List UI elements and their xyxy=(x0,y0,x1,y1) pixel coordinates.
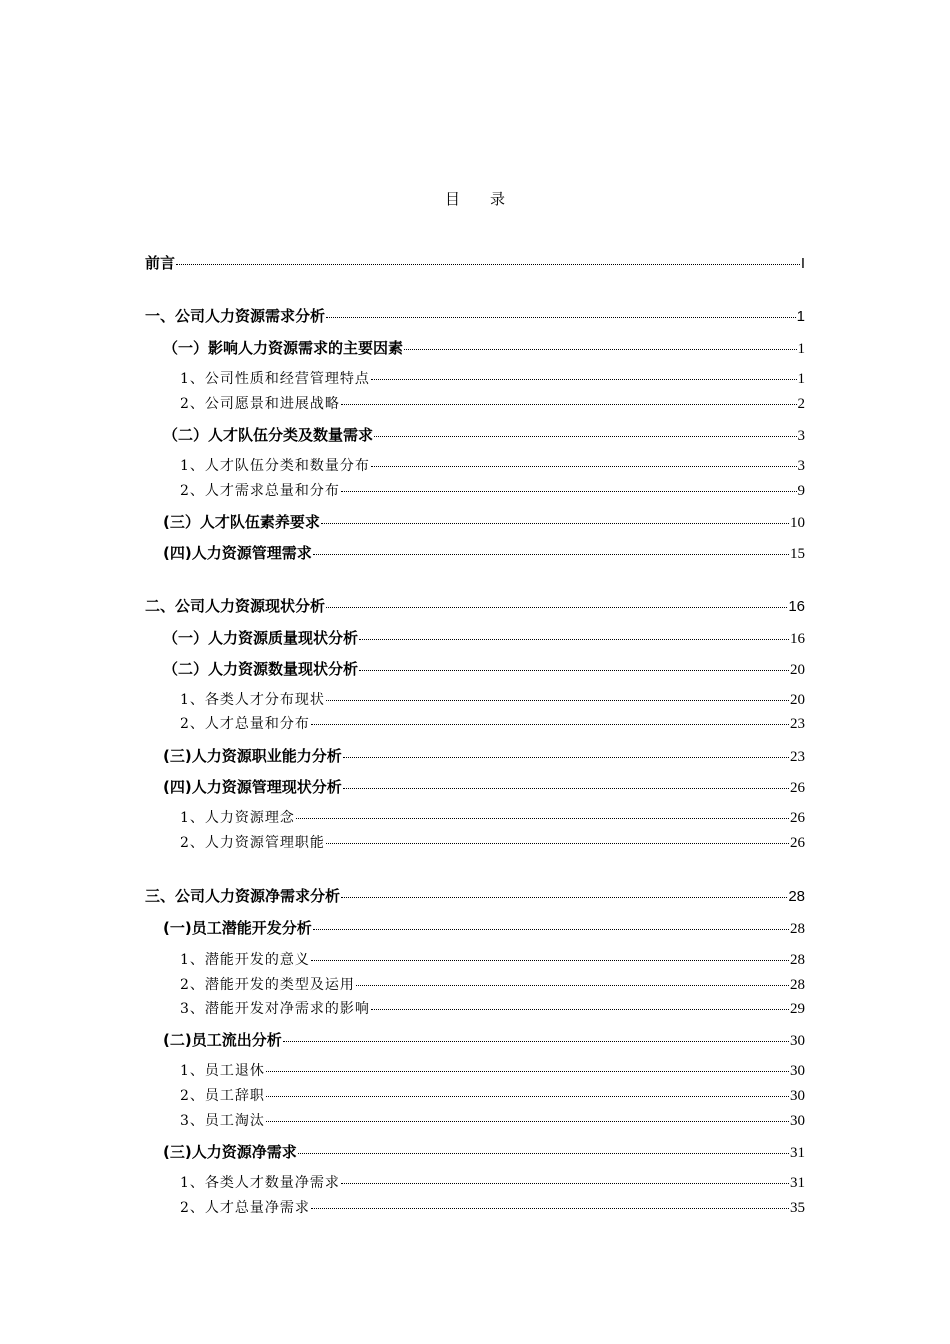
toc-entry[interactable] xyxy=(163,745,805,766)
toc-entry-label: 二、公司人力资源现状分析 xyxy=(145,597,326,615)
toc-entry-label: 前言 xyxy=(145,254,176,272)
toc-entry[interactable] xyxy=(180,1197,805,1217)
dot-leader xyxy=(371,466,797,467)
toc-page-number: 10 xyxy=(790,515,805,531)
toc-page-number: 30 xyxy=(790,1113,805,1129)
toc-page-number: 20 xyxy=(790,692,805,708)
toc-page-number: 35 xyxy=(790,1200,805,1216)
toc-entry[interactable] xyxy=(163,917,805,938)
dot-leader xyxy=(374,436,796,437)
dot-leader xyxy=(359,639,789,640)
toc-entry[interactable] xyxy=(145,252,805,273)
toc-entry[interactable] xyxy=(180,393,805,413)
dot-leader xyxy=(298,1153,789,1154)
dot-leader xyxy=(266,1096,789,1097)
toc-entry-label: (三)人力资源职业能力分析 xyxy=(163,747,342,765)
toc-entry-label: （一）影响人力资源需求的主要因素 xyxy=(163,339,404,357)
toc-entry[interactable] xyxy=(163,337,805,358)
toc-entry-label: (四)人力资源管理需求 xyxy=(163,544,312,562)
toc-entry-label: (三）人才队伍素养要求 xyxy=(163,513,320,531)
dot-leader xyxy=(371,379,797,380)
toc-page-number: 16 xyxy=(788,598,805,615)
dot-leader xyxy=(404,349,796,350)
toc-page-number: 3 xyxy=(797,428,805,444)
toc-entry-label: 3、潜能开发对净需求的影响 xyxy=(180,1001,370,1017)
toc-entry-label: 1、员工退休 xyxy=(180,1063,265,1079)
toc-entry[interactable] xyxy=(180,480,805,500)
toc-page-number: 20 xyxy=(790,662,805,678)
dot-leader xyxy=(321,523,789,524)
toc-entry[interactable] xyxy=(180,998,805,1018)
toc-entry-label: 三、公司人力资源净需求分析 xyxy=(145,887,341,905)
dot-leader xyxy=(326,317,796,318)
toc-entry-label: (四)人力资源管理现状分析 xyxy=(163,778,342,796)
toc-entry-label: 一、公司人力资源需求分析 xyxy=(145,307,326,325)
dot-leader xyxy=(343,757,789,758)
dot-leader xyxy=(176,264,800,265)
toc-page-number: 1 xyxy=(797,371,805,387)
toc-entry-label: 2、潜能开发的类型及运用 xyxy=(180,977,355,993)
toc-entry-label: 1、公司性质和经营管理特点 xyxy=(180,371,370,387)
toc-page-number: 26 xyxy=(790,835,805,851)
toc-page-number: 28 xyxy=(790,952,805,968)
dot-leader xyxy=(359,670,789,671)
toc-page-number: 26 xyxy=(790,810,805,826)
toc-entry-label: （二）人才队伍分类及数量需求 xyxy=(163,426,374,444)
toc-entry[interactable] xyxy=(163,1141,805,1162)
toc-entry-label: (二)员工流出分析 xyxy=(163,1031,282,1049)
toc-entry-label: (一)员工潜能开发分析 xyxy=(163,919,312,937)
toc-page-number: 28 xyxy=(790,977,805,993)
toc-entry-label: 1、各类人才数量净需求 xyxy=(180,1175,340,1191)
toc-page-number: 31 xyxy=(790,1145,805,1161)
toc-entry[interactable] xyxy=(163,658,805,679)
toc-entry-label: （二）人力资源数量现状分析 xyxy=(163,660,359,678)
toc-entry[interactable] xyxy=(180,949,805,969)
dot-leader xyxy=(283,1041,789,1042)
toc-entry[interactable] xyxy=(180,713,805,733)
toc-page-number: I xyxy=(800,255,805,272)
toc-page-number: 28 xyxy=(790,921,805,937)
toc-entry[interactable] xyxy=(163,542,805,563)
toc-page-number: 2 xyxy=(797,396,805,412)
dot-leader xyxy=(296,818,789,819)
toc-entry[interactable] xyxy=(145,885,805,906)
dot-leader xyxy=(343,788,789,789)
toc-entry-label: 1、潜能开发的意义 xyxy=(180,952,310,968)
dot-leader xyxy=(311,1208,789,1209)
toc-entry[interactable] xyxy=(163,627,805,648)
toc-page-number: 29 xyxy=(790,1001,805,1017)
toc-entry-label: 2、人才需求总量和分布 xyxy=(180,483,340,499)
toc-entry[interactable] xyxy=(163,1029,805,1050)
toc-entry[interactable] xyxy=(180,832,805,852)
dot-leader xyxy=(341,491,797,492)
dot-leader xyxy=(326,843,789,844)
toc-page-number: 15 xyxy=(790,546,805,562)
toc-entry[interactable] xyxy=(163,776,805,797)
toc-page-number: 30 xyxy=(790,1088,805,1104)
dot-leader xyxy=(341,404,797,405)
dot-leader xyxy=(313,929,789,930)
toc-entry-label: 3、员工淘汰 xyxy=(180,1113,265,1129)
toc-entry[interactable] xyxy=(145,595,805,616)
toc-entry[interactable] xyxy=(180,368,805,388)
toc-entry[interactable] xyxy=(180,455,805,475)
toc-entry-label: (三)人力资源净需求 xyxy=(163,1143,297,1161)
toc-page-number: 16 xyxy=(790,631,805,647)
toc-entry[interactable] xyxy=(180,1172,805,1192)
dot-leader xyxy=(266,1121,789,1122)
toc-entry[interactable] xyxy=(180,1085,805,1105)
dot-leader xyxy=(313,554,789,555)
toc-page-number: 9 xyxy=(797,483,805,499)
dot-leader xyxy=(326,700,789,701)
toc-page-number: 23 xyxy=(790,716,805,732)
toc-entry[interactable] xyxy=(180,1110,805,1130)
toc-entry[interactable] xyxy=(163,511,805,532)
toc-entry-label: 1、人力资源理念 xyxy=(180,810,295,826)
toc-entry[interactable] xyxy=(163,424,805,445)
toc-page-number: 3 xyxy=(797,458,805,474)
dot-leader xyxy=(266,1071,789,1072)
toc-entry-label: 2、公司愿景和进展战略 xyxy=(180,396,340,412)
toc-entry-label: 2、员工辞职 xyxy=(180,1088,265,1104)
toc-entry-label: 1、人才队伍分类和数量分布 xyxy=(180,458,370,474)
toc-entry-label: （一）人力资源质量现状分析 xyxy=(163,629,359,647)
toc-entry[interactable] xyxy=(180,689,805,709)
toc-entry[interactable] xyxy=(180,974,805,994)
toc-page-number: 30 xyxy=(790,1033,805,1049)
toc-title: 目 录 xyxy=(444,190,505,208)
toc-page-number: 26 xyxy=(790,780,805,796)
dot-leader xyxy=(311,724,789,725)
dot-leader xyxy=(356,985,789,986)
toc-page-number: 28 xyxy=(788,888,805,905)
toc-page-number: 1 xyxy=(796,308,805,325)
toc-entry-label: 1、各类人才分布现状 xyxy=(180,692,325,708)
toc-page-number: 31 xyxy=(790,1175,805,1191)
toc-entry[interactable] xyxy=(180,807,805,827)
toc-page-number: 30 xyxy=(790,1063,805,1079)
toc-page-number: 1 xyxy=(797,341,805,357)
toc-entry-label: 2、人力资源管理职能 xyxy=(180,835,325,851)
toc-entry-label: 2、人才总量和分布 xyxy=(180,716,310,732)
toc-entry[interactable] xyxy=(180,1060,805,1080)
dot-leader xyxy=(341,897,787,898)
dot-leader xyxy=(311,960,789,961)
dot-leader xyxy=(326,607,787,608)
toc-entry-label: 2、人才总量净需求 xyxy=(180,1200,310,1216)
toc-page-number: 23 xyxy=(790,749,805,765)
dot-leader xyxy=(341,1183,789,1184)
dot-leader xyxy=(371,1009,789,1010)
toc-entry[interactable] xyxy=(145,305,805,326)
